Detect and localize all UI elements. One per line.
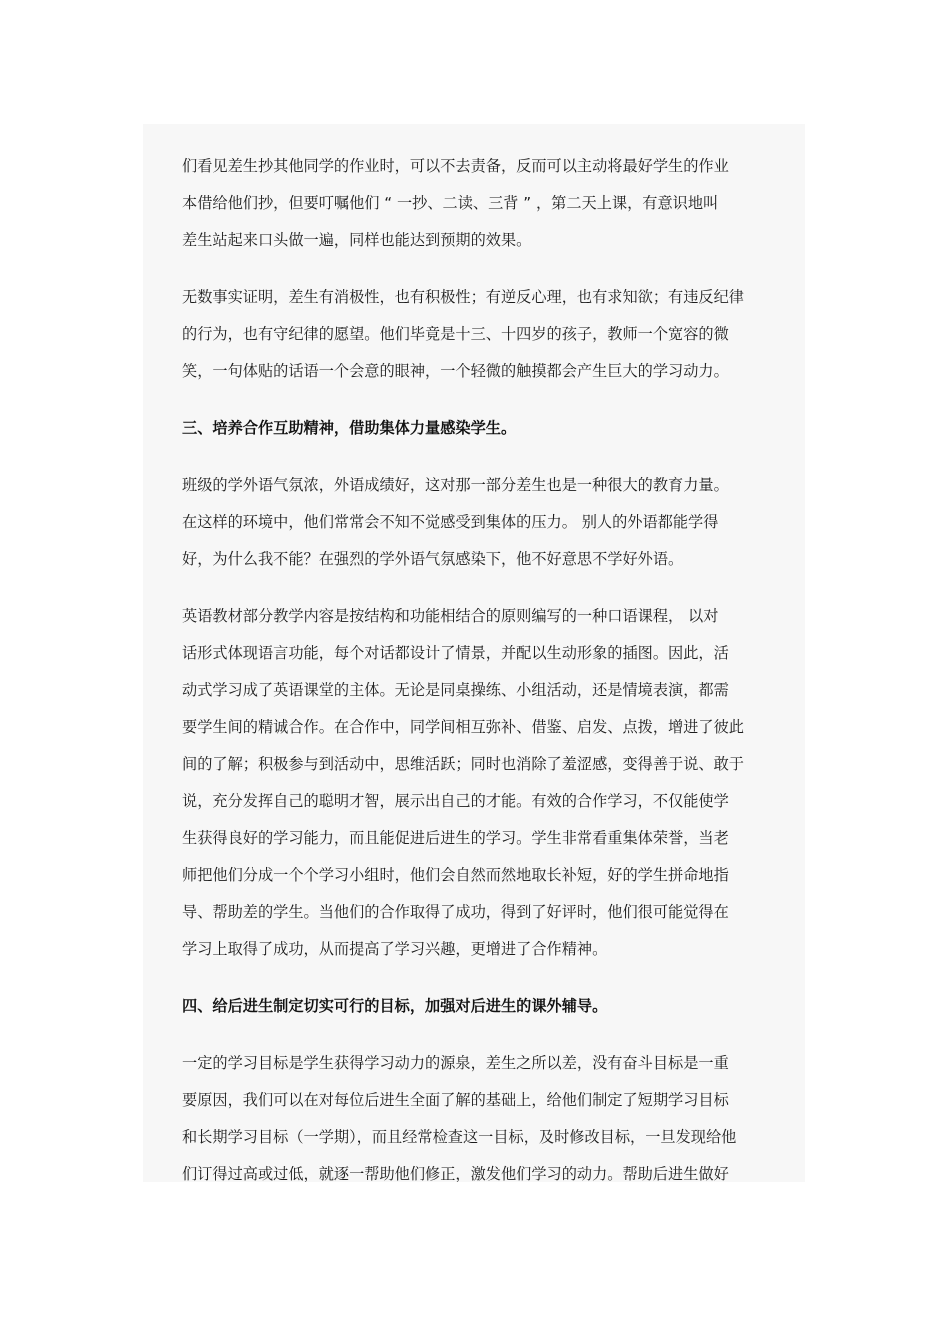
text-line: 无数事实证明，差生有消极性，也有积极性；有逆反心理，也有求知欲；有违反纪律 — [182, 288, 744, 306]
text-line: 动式学习成了英语课堂的主体。无论是同桌操练、小组活动，还是情境表演，都需 — [182, 681, 729, 699]
paragraph-homework-copying — [182, 148, 772, 259]
text-line: 笑，一句体贴的话语一个会意的眼神，一个轻微的触摸都会产生巨大的学习动力。 — [182, 362, 729, 380]
document-page — [143, 124, 805, 1182]
text-line: 好，为什么我不能？在强烈的学外语气氛感染下，他不好意思不学好外语。 — [182, 550, 684, 568]
text-line: 要学生间的精诚合作。在合作中，同学间相互弥补、借鉴、启发、点拨，增进了彼此 — [182, 718, 744, 736]
section-heading-four: 四、给后进生制定切实可行的目标，加强对后进生的课外辅导。 — [182, 997, 608, 1015]
text-line: 班级的学外语气氛浓，外语成绩好，这对那一部分差生也是一种很大的教育力量。 — [182, 476, 729, 494]
paragraph-textbook-cooperation — [182, 598, 772, 968]
text-line: 差生站起来口头做一遍，同样也能达到预期的效果。 — [182, 231, 532, 249]
text-line: 们看见差生抄其他同学的作业时，可以不去责备，反而可以主动将最好学生的作业 — [182, 157, 729, 175]
text-line: 说，充分发挥自己的聪明才智，展示出自己的才能。有效的合作学习，不仅能使学 — [182, 792, 729, 810]
text-line: 间的了解；积极参与到活动中，思维活跃；同时也消除了羞涩感，变得善于说、敢于 — [182, 755, 744, 773]
text-line: 在这样的环境中，他们常常会不知不觉感受到集体的压力。 别人的外语都能学得 — [182, 513, 719, 531]
paragraph-learning-goals — [182, 1045, 772, 1182]
text-line: 要原因，我们可以在对每位后进生全面了解的基础上，给他们制定了短期学习目标 — [182, 1091, 729, 1109]
text-line: 学习上取得了成功，从而提高了学习兴趣，更增进了合作精神。 — [182, 940, 608, 958]
text-line: 话形式体现语言功能，每个对话都设计了情景，并配以生动形象的插图。因此，活 — [182, 644, 729, 662]
paragraph-facts-prove — [182, 279, 772, 390]
text-line: 生获得良好的学习能力，而且能促进后进生的学习。学生非常看重集体荣誉，当老 — [182, 829, 729, 847]
text-line: 和长期学习目标（一学期），而且经常检查这一目标，及时修改目标，一旦发现给他 — [182, 1128, 737, 1146]
text-line: 的行为，也有守纪律的愿望。他们毕竟是十三、十四岁的孩子，教师一个宽容的微 — [182, 325, 729, 343]
text-line: 们订得过高或过低，就逐一帮助他们修正，激发他们学习的动力。帮助后进生做好 — [182, 1165, 729, 1182]
section-heading-three: 三、培养合作互助精神，借助集体力量感染学生。 — [182, 419, 517, 437]
text-line: 师把他们分成一个个学习小组时，他们会自然而然地取长补短，好的学生拼命地指 — [182, 866, 729, 884]
text-line: 英语教材部分教学内容是按结构和功能相结合的原则编写的一种口语课程， 以对 — [182, 607, 719, 625]
text-line: 导、帮助差的学生。当他们的合作取得了成功，得到了好评时，他们很可能觉得在 — [182, 903, 729, 921]
text-line: 本借给他们抄，但要叮嘱他们 “ 一抄、二读、三背 ” ，第二天上课，有意识地叫 — [182, 194, 719, 212]
document-content — [182, 148, 772, 1182]
text-line: 一定的学习目标是学生获得学习动力的源泉，差生之所以差，没有奋斗目标是一重 — [182, 1054, 729, 1072]
paragraph-class-atmosphere — [182, 467, 772, 578]
